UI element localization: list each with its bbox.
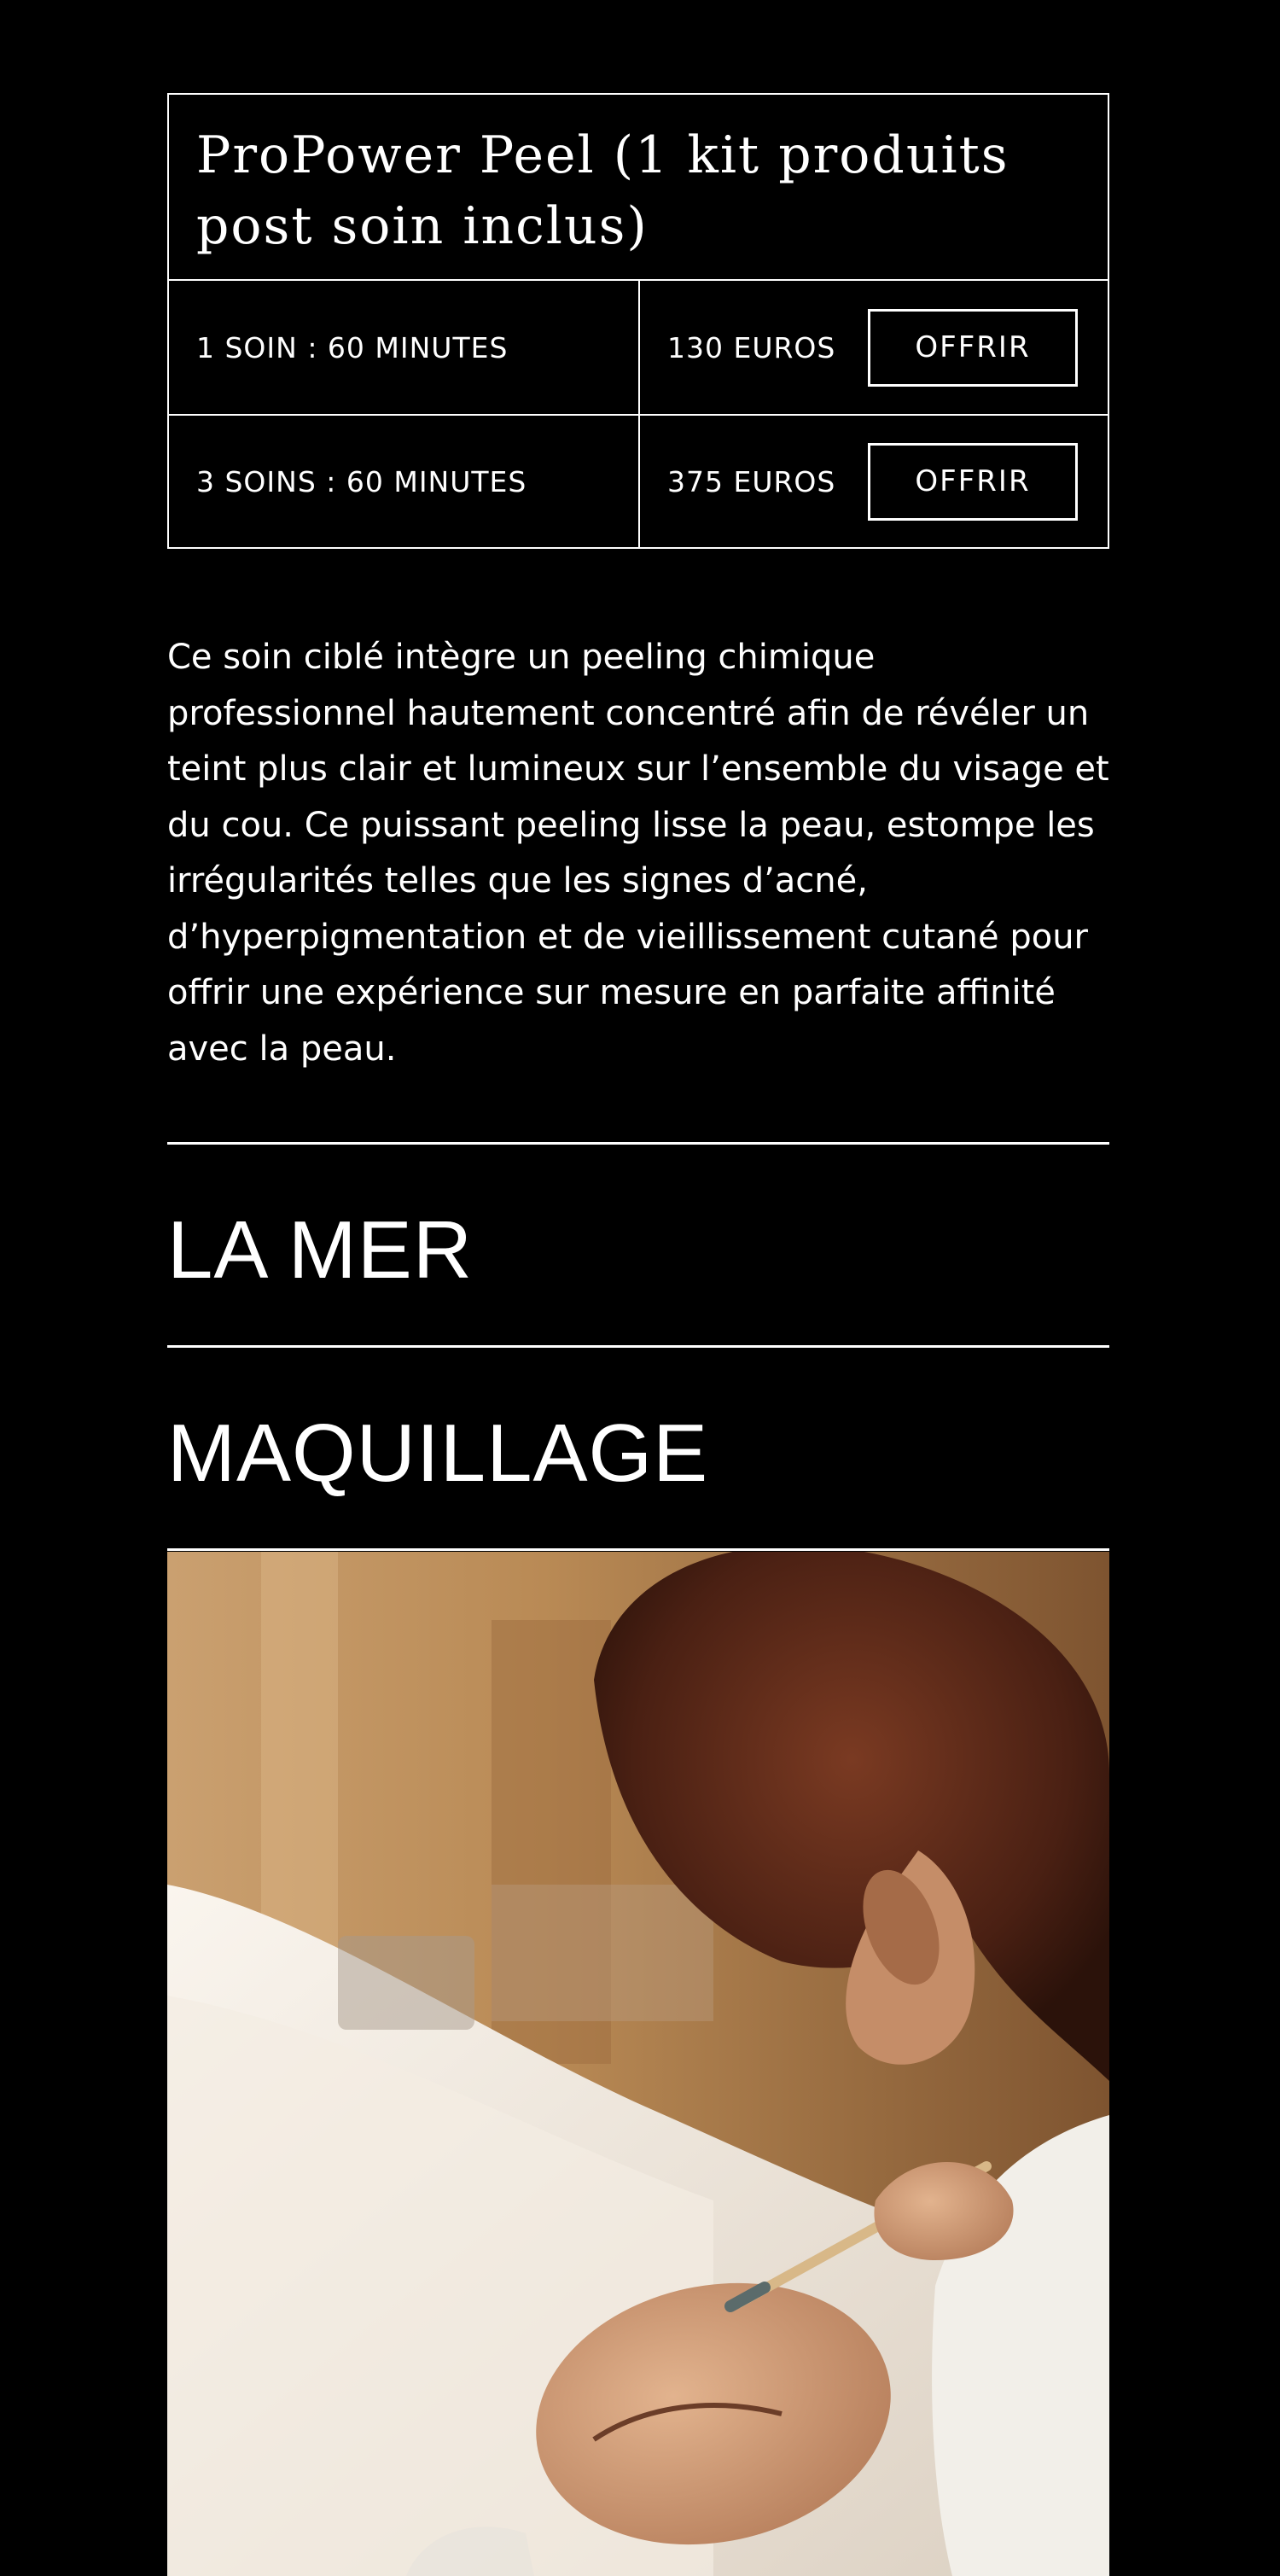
price-row	[169, 281, 1108, 414]
divider	[167, 1548, 1109, 1551]
divider	[167, 1142, 1109, 1145]
price-cell	[640, 416, 1108, 547]
treatment-description: Ce soin ciblé intègre un peeling chimique professionnel hautement concentré afin de révéler un teint plus clair et lumineux sur l’ensemble du visage et du cou. Ce puissant peeling lisse la peau, estompe les irrégularités telles que les signes d’acné, d’hyperpigmentation et de vieillissement cutané pour offrir une expérience sur mesure en parfaite affinité avec la peau.	[167, 638, 1109, 1069]
section-heading-la-mer[interactable]: LA MER	[167, 1204, 474, 1296]
price-table	[167, 93, 1109, 549]
treatment-title: ProPower Peel (1 kit produits post soin inclus)	[196, 125, 1009, 256]
price-table-header	[169, 95, 1108, 281]
price-cell	[640, 281, 1108, 414]
section-heading-maquillage[interactable]: MAQUILLAGE	[167, 1407, 709, 1499]
price-row	[169, 414, 1108, 547]
price-label: 375 EUROS	[667, 464, 836, 498]
divider	[167, 1345, 1109, 1348]
offer-button[interactable]: OFFRIR	[868, 309, 1078, 387]
duration-label: 1 SOIN : 60 MINUTES	[169, 281, 640, 414]
duration-label: 3 SOINS : 60 MINUTES	[169, 416, 640, 547]
price-label: 130 EUROS	[667, 330, 836, 364]
treatment-card	[167, 93, 1109, 549]
offer-button[interactable]: OFFRIR	[868, 443, 1078, 521]
facial-treatment-image	[167, 1552, 1109, 2576]
treatment-photo	[167, 1552, 1109, 2576]
